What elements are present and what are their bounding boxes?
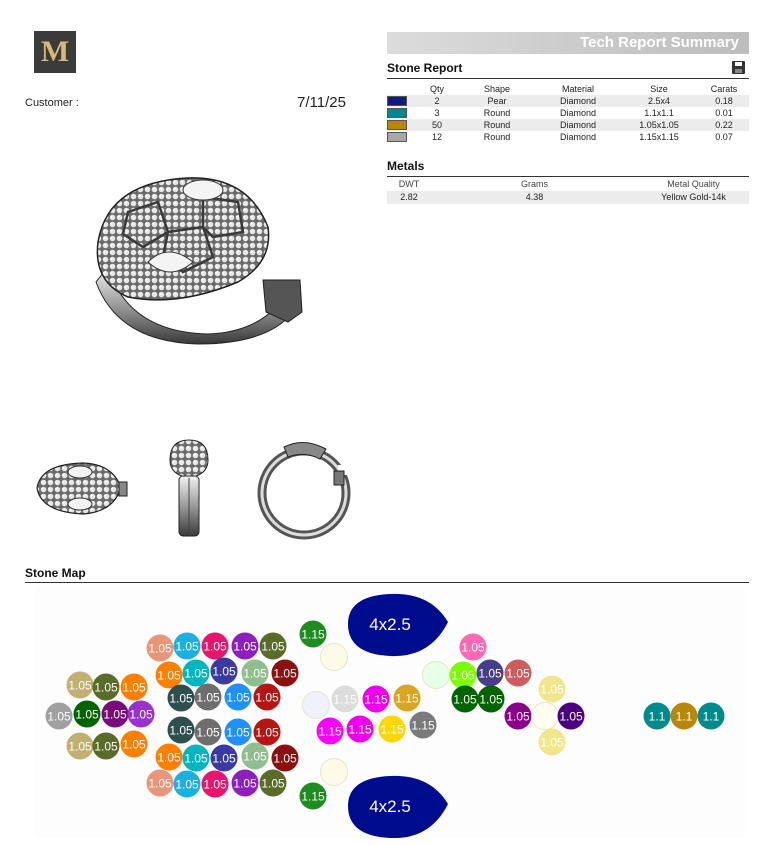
stone-label: 1.15 <box>301 627 325 642</box>
stone-label: 1.15 <box>348 722 372 737</box>
stone-marker <box>156 662 183 689</box>
stone-label: 1.05 <box>479 692 503 707</box>
metals-rule <box>387 176 749 177</box>
cell-shape: Round <box>483 132 511 142</box>
stone-label: 1.05 <box>233 776 257 791</box>
table-row <box>387 107 749 119</box>
stone-label: 1.05 <box>196 690 220 705</box>
stone-label: 1.05 <box>273 666 297 681</box>
cell-qty: 2 <box>434 96 440 106</box>
stone-marker <box>202 771 229 798</box>
col-size: Size <box>650 84 668 94</box>
cell-material: Diamond <box>559 108 597 118</box>
stone-label: 1.15 <box>301 789 325 804</box>
stone-marker <box>332 686 359 713</box>
stone-marker <box>74 701 101 728</box>
cell-qty: 50 <box>431 120 442 130</box>
stone-marker <box>478 686 505 713</box>
stone-label: 1.05 <box>122 680 146 695</box>
stone-label: 1.05 <box>47 709 71 724</box>
stone-label: 1.15 <box>318 724 342 739</box>
stone-label: 1.05 <box>261 776 285 791</box>
stone-marker <box>121 674 148 701</box>
stone-label: 1.05 <box>157 668 181 683</box>
stone-label: 1.1 <box>702 709 720 724</box>
stone-marker <box>539 676 566 703</box>
table-row <box>387 191 749 204</box>
stone-label: 1.1 <box>675 709 693 724</box>
stone-label: 1.05 <box>540 735 564 750</box>
col-carats: Carats <box>710 84 738 94</box>
cell-size: 1.1x1.1 <box>644 108 674 118</box>
cell-carats: 0.07 <box>715 132 733 142</box>
stone-marker <box>505 703 532 730</box>
col-metal-quality: Metal Quality <box>667 179 720 189</box>
cell-shape: Round <box>483 108 511 118</box>
stone-marker <box>671 703 698 730</box>
stone-marker <box>254 684 281 711</box>
col-dwt: DWT <box>398 179 420 189</box>
stone-label: 1.05 <box>184 751 208 766</box>
cell-size: 1.05x1.05 <box>639 120 679 130</box>
stone-label: 1.1 <box>648 709 666 724</box>
stone-marker <box>174 771 201 798</box>
stone-marker <box>93 733 120 760</box>
stone-label: 1.05 <box>243 749 267 764</box>
customer-label: Customer : <box>25 97 79 109</box>
stone-label: 1.05 <box>75 707 99 722</box>
stone-marker <box>558 703 585 730</box>
color-swatch <box>387 120 407 130</box>
stone-label: 1.05 <box>129 707 153 722</box>
col-shape: Shape <box>483 84 511 94</box>
stone-marker <box>698 703 725 730</box>
cell-dwt: 2.82 <box>400 192 418 202</box>
stone-marker <box>242 660 269 687</box>
stone-marker <box>183 745 210 772</box>
stone-label: 1.05 <box>273 751 297 766</box>
metals-title: Metals <box>387 159 425 173</box>
cell-carats: 0.22 <box>715 120 733 130</box>
stone-label: 1.05 <box>243 666 267 681</box>
cell-material: Diamond <box>559 120 597 130</box>
cell-shape: Pear <box>487 96 507 106</box>
stone-label: 1.05 <box>451 668 475 683</box>
stone-label: 1.05 <box>148 776 172 791</box>
stone-marker <box>254 719 281 746</box>
stone-map-rule <box>25 582 749 583</box>
stone-marker <box>532 703 559 730</box>
stone-marker <box>347 716 374 743</box>
stone-label: 1.05 <box>506 666 530 681</box>
ring-front-view-render <box>254 435 354 540</box>
stone-marker <box>410 712 437 739</box>
color-swatch <box>387 108 407 118</box>
stone-marker <box>303 692 330 719</box>
stone-label: 1.05 <box>212 664 236 679</box>
stone-marker <box>272 660 299 687</box>
cell-size: 2.5x4 <box>647 96 671 106</box>
stone-label: 1.05 <box>461 640 485 655</box>
col-material: Material <box>561 84 594 94</box>
stone-label: 1.05 <box>175 777 199 792</box>
stone-map <box>35 588 745 838</box>
stone-label: 1.15 <box>364 692 388 707</box>
stone-marker <box>67 733 94 760</box>
stone-label: 1.15 <box>395 691 419 706</box>
stone-marker <box>300 621 327 648</box>
stone-label: 1.05 <box>157 750 181 765</box>
pear-label: 4x2.5 <box>369 615 411 634</box>
ring-side-view-render <box>164 438 214 540</box>
stone-marker <box>452 686 479 713</box>
report-date: 7/11/25 <box>297 94 346 111</box>
stone-marker <box>225 719 252 746</box>
stone-label: 1.05 <box>261 639 285 654</box>
stone-marker <box>121 731 148 758</box>
metals-table <box>387 178 749 204</box>
stone-label: 1.05 <box>255 725 279 740</box>
stone-report-table <box>387 83 749 143</box>
stone-marker <box>211 745 238 772</box>
table-row <box>387 119 749 131</box>
stone-label: 1.05 <box>203 639 227 654</box>
stone-marker <box>423 662 450 689</box>
stone-marker <box>644 703 671 730</box>
stone-marker <box>211 658 238 685</box>
stone-marker <box>232 633 259 660</box>
stone-marker <box>477 660 504 687</box>
stone-marker <box>450 662 477 689</box>
stone-marker <box>539 729 566 756</box>
stone-label: 1.05 <box>226 725 250 740</box>
cell-material: Diamond <box>559 96 597 106</box>
cell-shape: Round <box>483 120 511 130</box>
ring-main-render <box>88 172 308 347</box>
stone-marker <box>225 684 252 711</box>
stone-marker <box>168 685 195 712</box>
stone-label: 1.05 <box>506 709 530 724</box>
stone-label: 1.05 <box>169 691 193 706</box>
stone-label: 1.05 <box>559 709 583 724</box>
stone-marker <box>321 644 348 671</box>
stone-label: 1.05 <box>94 739 118 754</box>
company-logo: M <box>34 31 76 73</box>
stone-marker <box>505 660 532 687</box>
stone-marker <box>102 701 129 728</box>
stone-marker <box>195 719 222 746</box>
col-qty: Qty <box>429 84 444 94</box>
stone-marker <box>460 634 487 661</box>
ring-top-view-render <box>33 458 128 520</box>
stone-label: 1.05 <box>255 690 279 705</box>
cell-size: 1.15x1.15 <box>639 132 679 142</box>
stone-label: 1.05 <box>169 723 193 738</box>
color-swatch <box>387 132 407 142</box>
table-row <box>387 95 749 107</box>
stone-marker <box>174 633 201 660</box>
stone-label: 1.05 <box>233 639 257 654</box>
stone-marker <box>272 745 299 772</box>
stone-label: 1.15 <box>411 718 435 733</box>
stone-label: 1.15 <box>333 692 357 707</box>
cell-carats: 0.01 <box>715 108 733 118</box>
color-swatch <box>387 96 407 106</box>
stone-label: 1.05 <box>184 666 208 681</box>
stone-label: 1.05 <box>203 777 227 792</box>
stone-label: 1.05 <box>453 692 477 707</box>
stone-label: 1.05 <box>175 639 199 654</box>
stone-label: 1.05 <box>68 678 92 693</box>
stone-label: 1.05 <box>540 682 564 697</box>
stone-marker <box>156 744 183 771</box>
stone-label: 1.05 <box>103 707 127 722</box>
stone-marker <box>128 701 155 728</box>
save-icon[interactable] <box>732 61 745 74</box>
stone-marker <box>379 716 406 743</box>
stone-marker <box>260 770 287 797</box>
stone-marker <box>147 770 174 797</box>
stone-label: 1.05 <box>148 641 172 656</box>
stone-marker <box>260 633 287 660</box>
stone-label: 1.05 <box>68 739 92 754</box>
stone-marker <box>67 672 94 699</box>
cell-grams: 4.38 <box>525 192 544 202</box>
stone-table-header <box>387 83 749 95</box>
stone-marker <box>363 686 390 713</box>
cell-carats: 0.18 <box>715 96 733 106</box>
stone-marker <box>394 685 421 712</box>
stone-label: 1.05 <box>226 690 250 705</box>
stone-marker <box>168 717 195 744</box>
col-grams: Grams <box>521 179 548 189</box>
stone-report-title: Stone Report <box>387 61 463 75</box>
stone-marker <box>46 703 73 730</box>
stone-label: 1.05 <box>94 680 118 695</box>
stone-marker <box>93 674 120 701</box>
stone-marker <box>147 635 174 662</box>
cell-material: Diamond <box>559 132 597 142</box>
stone-marker <box>195 684 222 711</box>
table-row <box>387 131 749 143</box>
report-title-banner: Tech Report Summary <box>387 32 749 54</box>
stone-marker <box>317 718 344 745</box>
stone-report-rule <box>387 78 749 79</box>
stone-label: 1.05 <box>196 725 220 740</box>
stone-label: 1.05 <box>122 737 146 752</box>
stone-map-title: Stone Map <box>25 566 86 580</box>
stone-label: 1.15 <box>380 722 404 737</box>
metals-table-header <box>387 178 749 191</box>
stone-marker <box>242 743 269 770</box>
stone-marker <box>202 633 229 660</box>
cell-qty: 3 <box>434 108 440 118</box>
stone-label: 1.05 <box>478 666 502 681</box>
stone-marker <box>321 759 348 786</box>
pear-label: 4x2.5 <box>369 797 411 816</box>
stone-label: 1.05 <box>212 751 236 766</box>
stone-marker <box>232 770 259 797</box>
stone-marker <box>300 783 327 810</box>
cell-metal-quality: Yellow Gold-14k <box>661 192 726 202</box>
stone-marker <box>183 660 210 687</box>
cell-qty: 12 <box>431 132 442 142</box>
